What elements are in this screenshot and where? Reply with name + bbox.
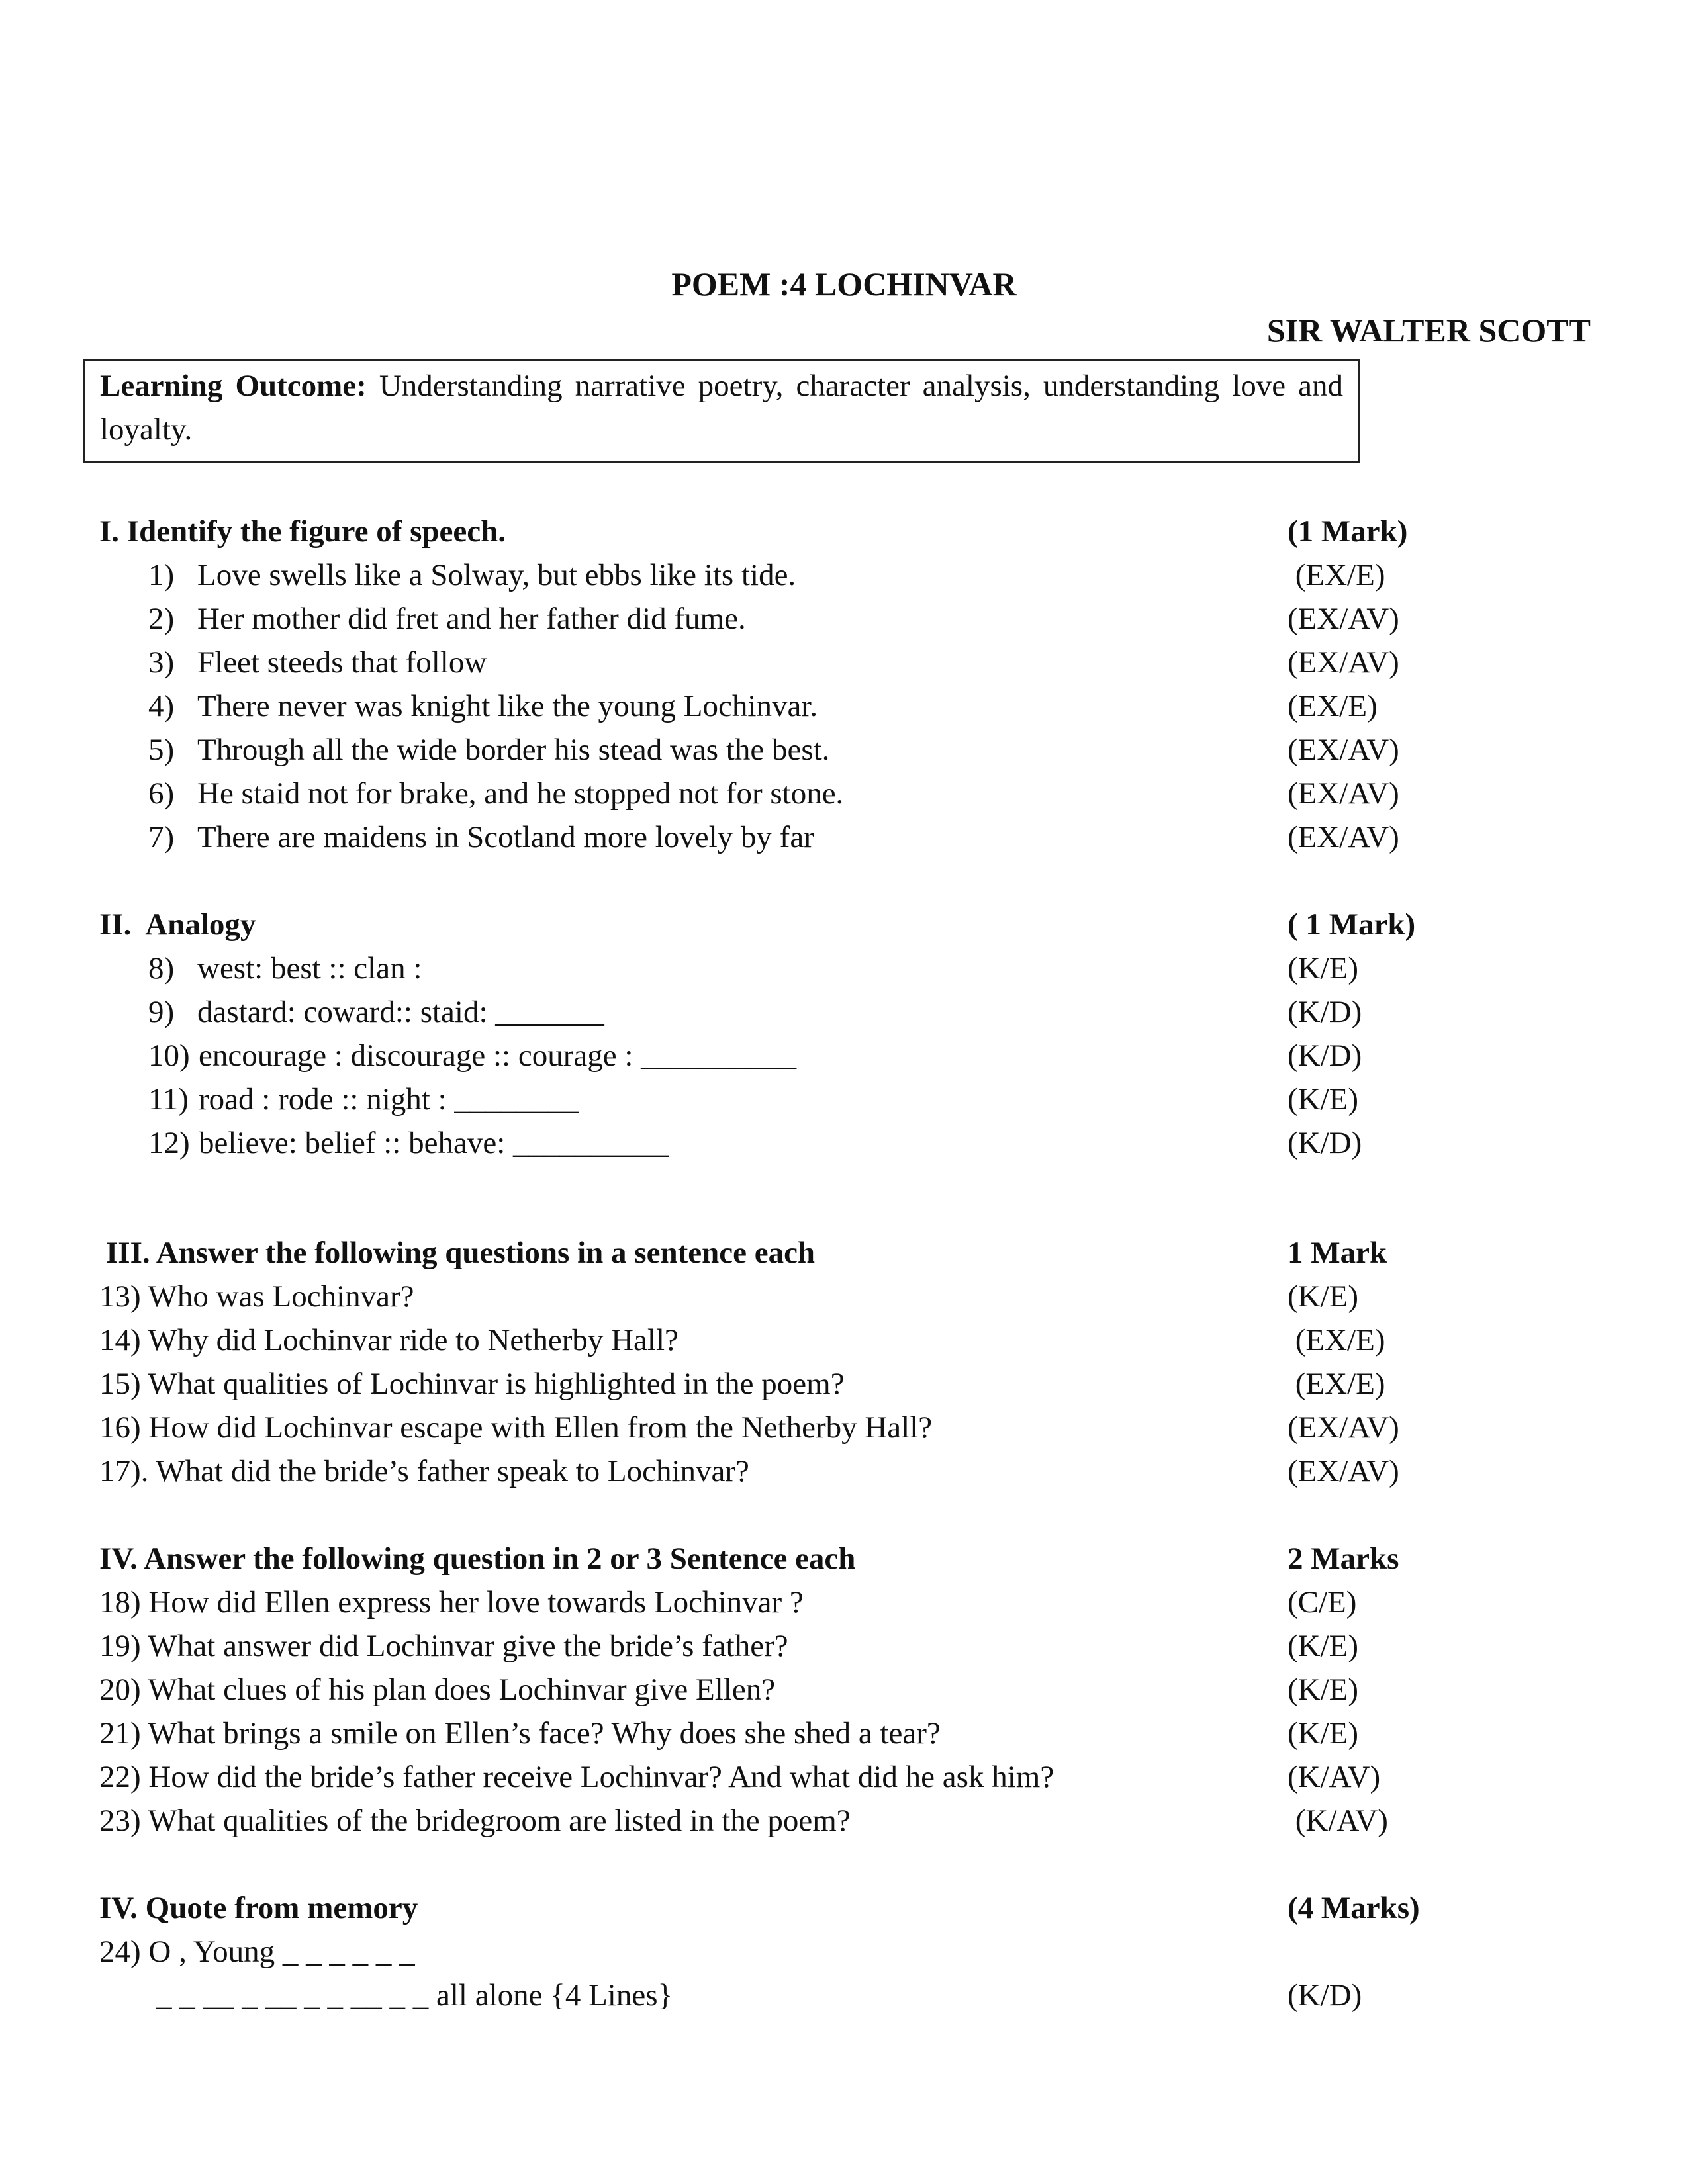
question-row bbox=[0, 1974, 1688, 2017]
question-text: 19) What answer did Lochinvar give the bride’s father? bbox=[99, 1629, 788, 1663]
poem-author: SIR WALTER SCOTT bbox=[1266, 312, 1591, 349]
question-tag: (EX/AV) bbox=[1288, 776, 1399, 811]
question-text: west: best :: clan : bbox=[197, 951, 422, 985]
section-3-header bbox=[0, 1231, 1688, 1275]
section-5-header bbox=[0, 1886, 1688, 1930]
question-tag: (EX/AV) bbox=[1288, 645, 1399, 680]
question-text: 13) Who was Lochinvar? bbox=[99, 1279, 414, 1314]
question-number: 6) bbox=[148, 776, 175, 811]
question-tag: (K/D) bbox=[1288, 1126, 1362, 1160]
question-tag: (EX/AV) bbox=[1288, 1454, 1399, 1488]
section-1-header bbox=[0, 510, 1688, 553]
question-tag: (K/D) bbox=[1288, 995, 1362, 1029]
question-row bbox=[0, 1799, 1688, 1843]
question-row bbox=[0, 1275, 1688, 1318]
question-number: 12) bbox=[148, 1126, 190, 1160]
question-tag: (EX/AV) bbox=[1288, 1410, 1399, 1445]
question-row bbox=[0, 815, 1688, 859]
question-number: 9) bbox=[148, 995, 175, 1029]
question-tag: (K/AV) bbox=[1288, 1760, 1381, 1794]
question-text: Her mother did fret and her father did fume. bbox=[197, 602, 746, 636]
question-row bbox=[0, 728, 1688, 772]
question-row bbox=[0, 990, 1688, 1034]
question-tag: (K/D) bbox=[1288, 1038, 1362, 1073]
section-heading: III. Answer the following questions in a sentence each bbox=[106, 1236, 816, 1270]
question-text: Love swells like a Solway, but ebbs like its tide. bbox=[197, 558, 796, 592]
section-4-header bbox=[0, 1537, 1688, 1580]
question-text: 20) What clues of his plan does Lochinvar give Ellen? bbox=[99, 1672, 776, 1707]
question-tag: (K/AV) bbox=[1288, 1803, 1388, 1838]
question-text: 18) How did Ellen express her love towards Lochinvar ? bbox=[99, 1585, 804, 1619]
question-tag: (EX/AV) bbox=[1288, 733, 1399, 767]
question-text: 16) How did Lochinvar escape with Ellen from the Netherby Hall? bbox=[99, 1410, 933, 1445]
question-row bbox=[0, 1930, 1688, 1974]
question-text: 21) What brings a smile on Ellen’s face? Why does she shed a tear? bbox=[99, 1716, 941, 1751]
question-text: dastard: coward:: staid: _______ bbox=[197, 995, 604, 1029]
question-row bbox=[0, 553, 1688, 597]
section-heading: I. Identify the figure of speech. bbox=[99, 514, 506, 549]
question-tag: (K/E) bbox=[1288, 1629, 1359, 1663]
question-text: 24) O , Young _ _ _ _ _ _ bbox=[99, 1934, 415, 1969]
page-title: POEM :4 LOCHINVAR bbox=[671, 265, 1017, 302]
section-heading: II. Analogy bbox=[99, 907, 256, 942]
question-text: Through all the wide border his stead was the best. bbox=[197, 733, 830, 767]
question-number: 7) bbox=[148, 820, 175, 854]
question-text: There never was knight like the young Lochinvar. bbox=[197, 689, 818, 723]
question-text: encourage : discourage :: courage : __________ bbox=[199, 1038, 797, 1073]
question-tag: (C/E) bbox=[1288, 1585, 1357, 1619]
question-row bbox=[0, 1449, 1688, 1493]
question-tag: (EX/E) bbox=[1288, 1367, 1385, 1401]
question-text: Fleet steeds that follow bbox=[197, 645, 487, 680]
question-text: 15) What qualities of Lochinvar is highlighted in the poem? bbox=[99, 1367, 845, 1401]
question-row bbox=[0, 1406, 1688, 1449]
question-text: He staid not for brake, and he stopped not for stone. bbox=[197, 776, 844, 811]
question-text: 23) What qualities of the bridegroom are listed in the poem? bbox=[99, 1803, 851, 1838]
section-heading: IV. Answer the following question in 2 or 3 Sentence each bbox=[99, 1541, 856, 1576]
question-row bbox=[0, 597, 1688, 641]
question-tag: (K/D) bbox=[1288, 1978, 1362, 2013]
learning-outcome-text: Understanding narrative poetry, character analysis, understanding love and loyalty. bbox=[100, 369, 1344, 447]
section-marks: (1 Mark) bbox=[1288, 514, 1408, 549]
question-number: 2) bbox=[148, 602, 175, 636]
question-tag: (K/E) bbox=[1288, 1716, 1359, 1751]
question-tag: (EX/E) bbox=[1288, 1323, 1385, 1357]
question-row bbox=[0, 1668, 1688, 1711]
question-tag: (EX/E) bbox=[1288, 689, 1378, 723]
question-row bbox=[0, 772, 1688, 815]
question-row bbox=[0, 1580, 1688, 1624]
question-row bbox=[0, 1034, 1688, 1077]
question-number: 10) bbox=[148, 1038, 190, 1073]
question-text: 14) Why did Lochinvar ride to Netherby Hall? bbox=[99, 1323, 679, 1357]
question-text: 17). What did the bride’s father speak to Lochinvar? bbox=[99, 1454, 749, 1488]
question-row bbox=[0, 1362, 1688, 1406]
question-number: 11) bbox=[148, 1082, 189, 1116]
question-row bbox=[0, 684, 1688, 728]
learning-outcome-label: Learning Outcome: bbox=[100, 369, 367, 403]
question-text: road : rode :: night : ________ bbox=[199, 1082, 579, 1116]
section-marks: ( 1 Mark) bbox=[1288, 907, 1416, 942]
question-text: _ _ __ _ __ _ _ __ _ _ all alone {4 Lines} bbox=[156, 1978, 673, 2013]
question-tag: (EX/AV) bbox=[1288, 602, 1399, 636]
question-row bbox=[0, 1624, 1688, 1668]
question-tag: (EX/E) bbox=[1288, 558, 1385, 592]
question-number: 4) bbox=[148, 689, 175, 723]
question-text: 22) How did the bride’s father receive Lochinvar? And what did he ask him? bbox=[99, 1760, 1055, 1794]
question-text: believe: belief :: behave: __________ bbox=[199, 1126, 669, 1160]
section-marks: 2 Marks bbox=[1288, 1541, 1399, 1576]
question-tag: (EX/AV) bbox=[1288, 820, 1399, 854]
question-number: 8) bbox=[148, 951, 175, 985]
question-number: 3) bbox=[148, 645, 175, 680]
question-tag: (K/E) bbox=[1288, 1279, 1359, 1314]
question-number: 5) bbox=[148, 733, 175, 767]
question-tag: (K/E) bbox=[1288, 1672, 1359, 1707]
learning-outcome-box bbox=[83, 359, 1360, 463]
question-row bbox=[0, 1711, 1688, 1755]
section-marks: 1 Mark bbox=[1288, 1236, 1387, 1270]
section-2-header bbox=[0, 903, 1688, 946]
question-row bbox=[0, 1318, 1688, 1362]
section-heading: IV. Quote from memory bbox=[99, 1891, 418, 1925]
question-text: There are maidens in Scotland more lovely by far bbox=[197, 820, 814, 854]
section-marks: (4 Marks) bbox=[1288, 1891, 1420, 1925]
question-row bbox=[0, 641, 1688, 684]
question-tag: (K/E) bbox=[1288, 1082, 1359, 1116]
question-row bbox=[0, 1077, 1688, 1121]
question-row bbox=[0, 946, 1688, 990]
question-number: 1) bbox=[148, 558, 175, 592]
question-row bbox=[0, 1121, 1688, 1165]
question-tag: (K/E) bbox=[1288, 951, 1359, 985]
question-row bbox=[0, 1755, 1688, 1799]
